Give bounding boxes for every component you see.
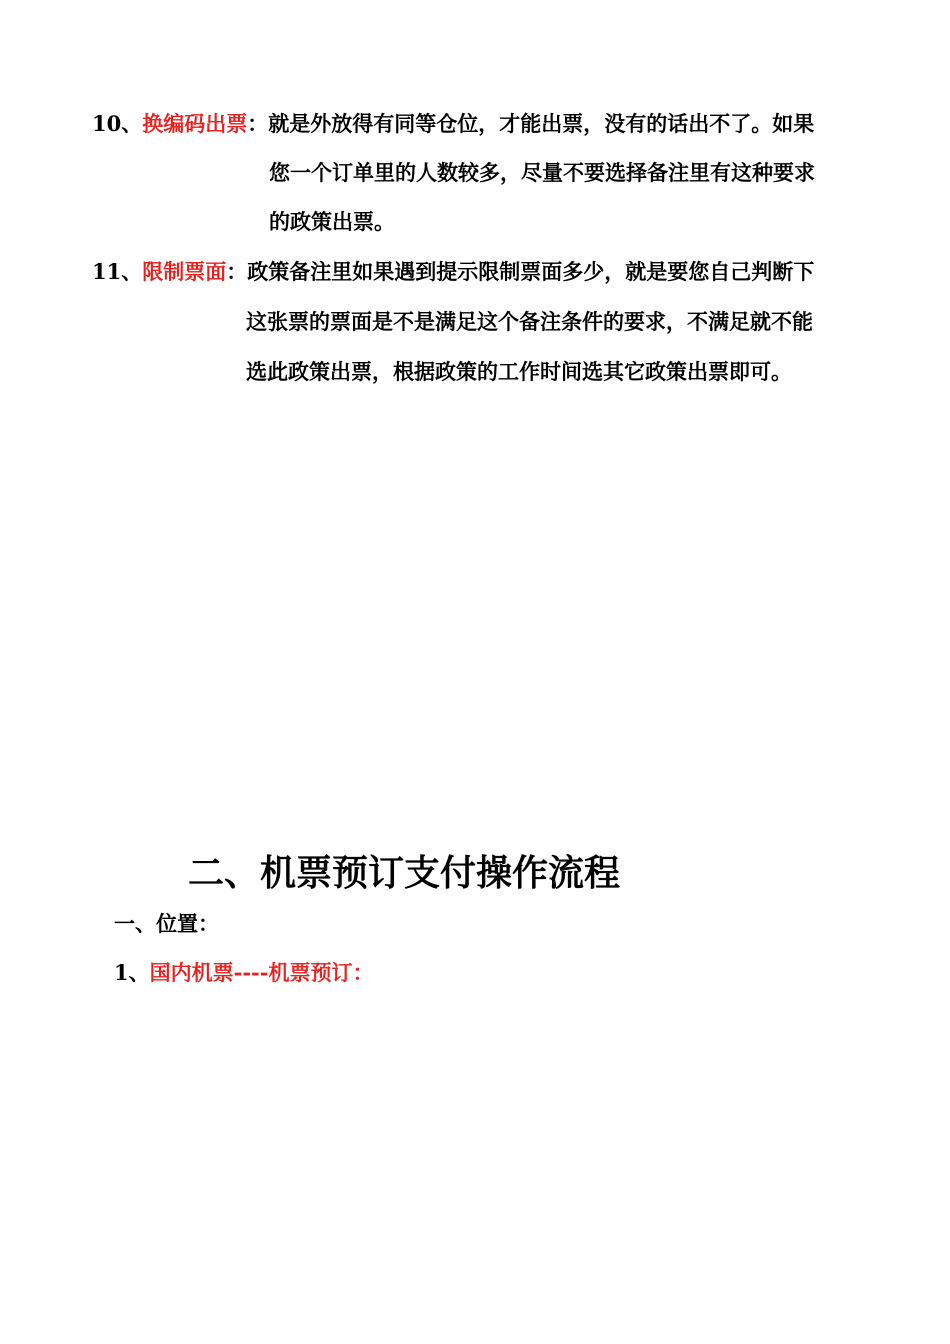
item-number: 10、 bbox=[92, 111, 143, 136]
step-part-2: 机票预订： bbox=[268, 960, 374, 985]
step-part-1: 国内机票 bbox=[149, 960, 234, 985]
item-11-line-3: 选此政策出票，根据政策的工作时间选其它政策出票即可。 bbox=[246, 359, 792, 384]
item-text: 就是外放得有同等仓位，才能出票，没有的话出不了。如果 bbox=[268, 111, 815, 136]
step-number: 1、 bbox=[114, 960, 150, 985]
item-11-line-2: 这张票的票面是不是满足这个备注条件的要求，不满足就不能 bbox=[246, 309, 813, 334]
item-text: 政策备注里如果遇到提示限制票面多少，就是要您自己判断下 bbox=[247, 259, 815, 284]
item-colon: ： bbox=[247, 111, 269, 136]
item-11-line-1 bbox=[92, 260, 814, 284]
step-1-location bbox=[114, 961, 374, 985]
section-title: 二、机票预订支付操作流程 bbox=[188, 853, 621, 894]
item-10-line-2: 您一个订单里的人数较多，尽量不要选择备注里有这种要求 bbox=[269, 160, 815, 185]
item-10-line-3: 的政策出票。 bbox=[269, 209, 395, 234]
step-separator: ---- bbox=[233, 960, 269, 985]
section-subheading: 一、位置： bbox=[114, 911, 219, 936]
item-number: 11、 bbox=[92, 259, 143, 284]
item-colon: ： bbox=[226, 259, 248, 284]
item-10-line-1 bbox=[92, 112, 814, 136]
item-term: 换编码出票 bbox=[142, 111, 248, 136]
item-term: 限制票面 bbox=[142, 259, 227, 284]
